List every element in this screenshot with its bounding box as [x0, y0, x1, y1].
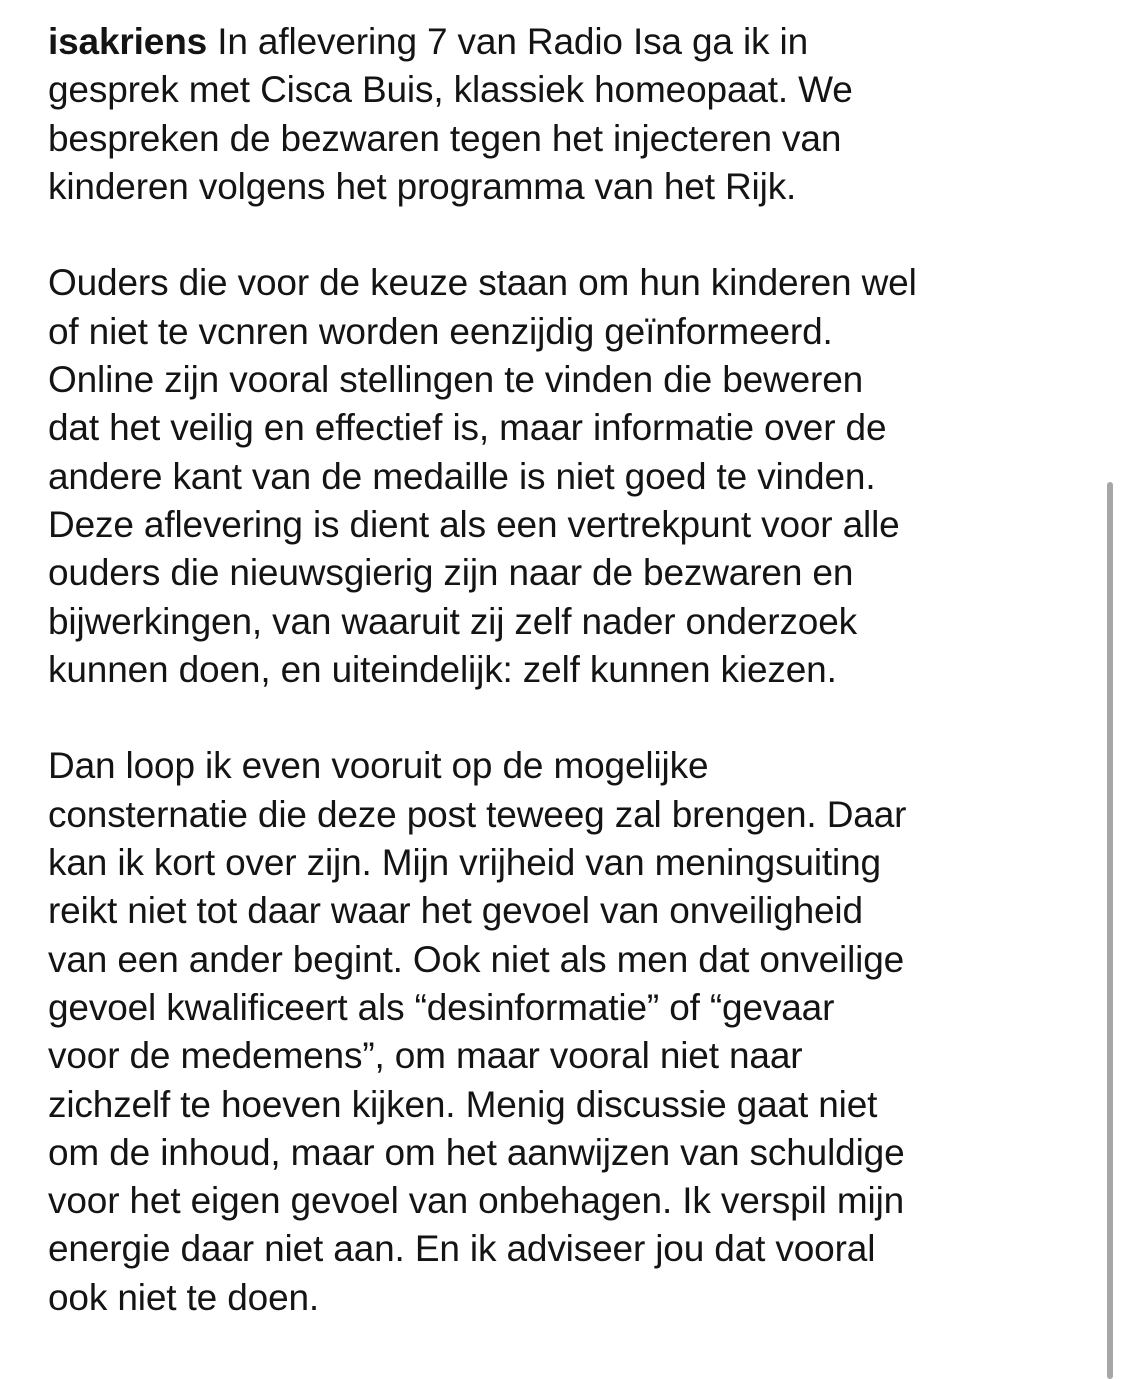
username-link[interactable]: isakriens: [48, 21, 208, 62]
caption-line: kinderen volgens het programma van het Rijk.: [48, 165, 797, 207]
caption-line: ook niet te doen.: [48, 1276, 320, 1318]
caption-line: of niet te vcnren worden eenzijdig geïnformeerd.: [48, 310, 833, 352]
caption-line: voor de medemens”, om maar vooral niet naar: [48, 1035, 803, 1077]
caption-line: gevoel kwalificeert als “desinformatie” of “gevaar: [48, 986, 835, 1028]
caption-line: ouders die nieuwsgierig zijn naar de bezwaren en: [48, 552, 854, 594]
caption-line: Ouders die voor de keuze staan om hun kinderen wel: [48, 262, 917, 304]
caption-line: bespreken de bezwaren tegen het injecteren van: [48, 117, 842, 159]
caption-line: zichzelf te hoeven kijken. Menig discussie gaat niet: [48, 1083, 878, 1125]
caption-paragraph-1: [48, 18, 1088, 211]
caption-line: gesprek met Cisca Buis, klassiek homeopaat. We: [48, 69, 853, 111]
caption-line: om de inhoud, maar om het aanwijzen van schuldige: [48, 1131, 905, 1173]
caption-line: energie daar niet aan. En ik adviseer jou dat vooral: [48, 1228, 876, 1270]
post-caption: [48, 18, 1088, 1370]
caption-line: reikt niet tot daar waar het gevoel van onveiligheid: [48, 890, 863, 932]
caption-paragraph-2: [48, 259, 1088, 694]
caption-line: van een ander begint. Ook niet als men dat onveilige: [48, 938, 905, 980]
caption-line: Deze aflevering is dient als een vertrekpunt voor alle: [48, 503, 900, 545]
caption-line: [48, 18, 1088, 66]
caption-line: dat het veilig en effectief is, maar informatie over de: [48, 407, 887, 449]
caption-line: andere kant van de medaille is niet goed te vinden.: [48, 455, 876, 497]
caption-line: Dan loop ik even vooruit op de mogelijke: [48, 745, 709, 787]
caption-line: voor het eigen gevoel van onbehagen. Ik verspil mijn: [48, 1180, 905, 1222]
caption-line: kunnen doen, en uiteindelijk: zelf kunnen kiezen.: [48, 648, 837, 690]
caption-line: bijwerkingen, van waaruit zij zelf nader onderzoek: [48, 600, 857, 642]
caption-line: consternatie die deze post teweeg zal brengen. Daar: [48, 793, 907, 835]
caption-paragraph-3: [48, 742, 1088, 1322]
caption-text: In aflevering 7 van Radio Isa ga ik in: [217, 21, 809, 62]
scrollbar-thumb[interactable]: [1107, 482, 1113, 1379]
caption-line: kan ik kort over zijn. Mijn vrijheid van meningsuiting: [48, 842, 881, 884]
caption-line: Online zijn vooral stellingen te vinden die beweren: [48, 359, 864, 401]
